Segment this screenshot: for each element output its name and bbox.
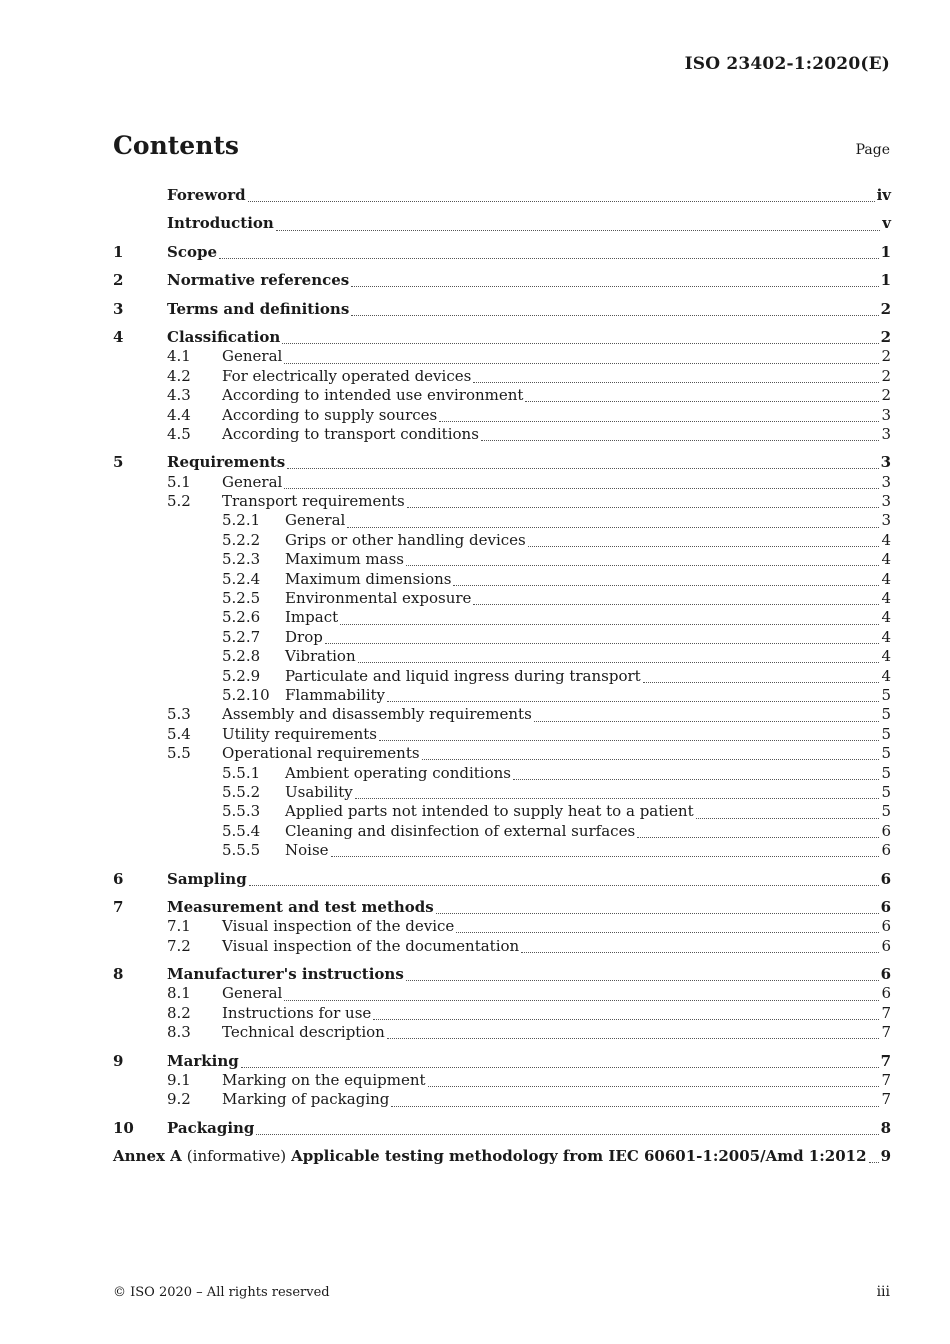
toc-entry-title: Measurement and test methods (167, 897, 434, 916)
toc-entry-title: Maximum mass (285, 550, 404, 569)
toc-entry-number: 4 (113, 327, 124, 346)
toc-entry-number: 5.2 (167, 492, 191, 511)
toc-entry[interactable] (113, 917, 891, 936)
toc-entry-number: 6 (113, 869, 124, 888)
dot-leader (340, 614, 879, 625)
toc-entry-number: 5.5.5 (222, 841, 261, 860)
toc-entry-title: Marking of packaging (222, 1090, 390, 1109)
toc-entry-number: 5.2.3 (222, 550, 261, 569)
toc-entry-page: 5 (881, 744, 891, 763)
toc-entry-number: 4.3 (167, 386, 191, 405)
toc-entry[interactable] (113, 531, 891, 550)
dot-leader (528, 536, 880, 547)
dot-leader (643, 672, 880, 683)
toc-entry-page: 2 (881, 366, 891, 385)
toc-entry-number: 5.5 (167, 744, 191, 763)
toc-entry-page: 1 (880, 271, 891, 290)
toc-entry[interactable] (113, 367, 891, 386)
dot-leader (373, 1009, 879, 1020)
toc-entry-title: Vibration (285, 647, 356, 666)
toc-entry-number: 5.2.5 (222, 589, 261, 608)
toc-entry-title: Foreword (167, 186, 246, 204)
toc-entry-title: Marking on the equipment (222, 1071, 426, 1090)
toc-entry-page: 4 (881, 666, 891, 685)
toc-entry-title: General (222, 347, 283, 366)
toc-entry-number: 5.2.10 (222, 685, 270, 704)
toc-entry-number: 3 (113, 299, 124, 318)
toc-entry-number: 5.3 (167, 705, 191, 724)
toc-entry-number: 5.2.2 (222, 530, 261, 549)
toc-entry-number: 4.4 (167, 405, 191, 424)
toc-entry[interactable] (113, 764, 891, 783)
dot-leader (513, 769, 879, 780)
dot-leader (481, 430, 880, 441)
annex-label: Annex A (113, 1147, 182, 1166)
toc-entry-title: Visual inspection of the device (222, 917, 455, 936)
dot-leader (407, 497, 880, 508)
toc-entry-page: 3 (880, 453, 891, 472)
toc-entry-annex[interactable] (113, 1147, 891, 1166)
dot-leader (219, 248, 879, 259)
dot-leader (355, 788, 880, 799)
toc-entry-title: Operational requirements (222, 744, 420, 763)
toc-entry-title: Applied parts not intended to supply heat to a patient (285, 802, 694, 821)
toc-entry[interactable] (113, 984, 891, 1003)
toc-entry-page: 5 (881, 802, 891, 821)
toc-entry-number: 5.2.9 (222, 666, 261, 685)
toc-entry[interactable] (113, 347, 891, 366)
toc-entry-number: 5.5.4 (222, 821, 261, 840)
document-identifier: ISO 23402-1:2020(E) (684, 54, 890, 74)
toc-entry-page: 7 (881, 1071, 891, 1090)
toc-entry-number: 5 (113, 453, 124, 472)
toc-entry-number: 4.5 (167, 424, 191, 443)
toc-entry-title: Scope (167, 242, 218, 261)
toc-entry-page: 6 (881, 841, 891, 860)
toc-entry-number: 5.2.8 (222, 647, 261, 666)
toc-entry[interactable] (113, 271, 891, 290)
toc-entry-number: 8 (113, 965, 124, 984)
dot-leader (406, 555, 879, 566)
toc-entry-page: 1 (880, 242, 891, 261)
toc-entry-number: 4.2 (167, 366, 191, 385)
toc-entry-number: 2 (113, 271, 124, 290)
dot-leader (534, 711, 880, 722)
toc-entry-number: 7.2 (167, 936, 191, 955)
toc-entry[interactable] (113, 1052, 891, 1071)
table-of-contents (113, 186, 891, 1167)
dot-leader (869, 1152, 879, 1163)
toc-entry-page: 7 (881, 1003, 891, 1022)
toc-entry-number: 7.1 (167, 917, 191, 936)
dot-leader (521, 942, 879, 953)
toc-entry-title: Introduction (167, 214, 274, 233)
toc-entry-page: 8 (880, 1118, 891, 1137)
toc-entry-page: iv (876, 186, 891, 204)
dot-leader (249, 875, 879, 886)
toc-entry[interactable] (113, 965, 891, 984)
toc-entry-number: 5.4 (167, 724, 191, 743)
toc-entry-page: 4 (881, 647, 891, 666)
dot-leader (282, 333, 878, 344)
toc-entry-page: 2 (880, 299, 891, 318)
toc-entry-title: Grips or other handling devices (285, 530, 526, 549)
toc-entry[interactable] (113, 802, 891, 821)
toc-entry-page: 5 (881, 685, 891, 704)
toc-entry-page: 7 (881, 1090, 891, 1109)
toc-entry[interactable] (113, 822, 891, 841)
copyright-notice: © ISO 2020 – All rights reserved (113, 1285, 330, 1300)
toc-entry[interactable] (113, 937, 891, 956)
toc-entry-number: 10 (113, 1118, 134, 1137)
dot-leader (696, 808, 880, 819)
toc-entry-page: 6 (881, 917, 891, 936)
toc-entry-title: Particulate and liquid ingress during transport (285, 666, 641, 685)
toc-entry-title: Drop (285, 627, 323, 646)
annex-qualifier: (informative) (186, 1147, 287, 1166)
toc-entry-title: Ambient operating conditions (285, 763, 511, 782)
toc-entry-page: 6 (881, 936, 891, 955)
toc-entry[interactable] (113, 705, 891, 724)
toc-entry[interactable] (113, 725, 891, 744)
toc-entry-page: 4 (881, 530, 891, 549)
toc-entry[interactable] (113, 686, 891, 705)
toc-entry-page: 4 (881, 627, 891, 646)
toc-entry[interactable] (113, 898, 891, 917)
dot-leader (276, 220, 880, 231)
toc-entry[interactable] (113, 214, 891, 233)
toc-entry-title: According to intended use environment (222, 386, 524, 405)
dot-leader (473, 594, 879, 605)
toc-entry-title: General (222, 984, 283, 1003)
toc-entry-title: Classification (167, 327, 281, 346)
toc-entry-page: 2 (880, 327, 891, 346)
toc-entry-page: 5 (881, 782, 891, 801)
toc-entry-number: 9 (113, 1051, 124, 1070)
toc-entry-title: Maximum dimensions (285, 569, 452, 588)
dot-leader (453, 575, 879, 586)
toc-entry-title: Technical description (222, 1023, 385, 1042)
toc-entry-page: 5 (881, 705, 891, 724)
toc-entry-page: 3 (881, 492, 891, 511)
dot-leader (428, 1076, 880, 1087)
dot-leader (436, 903, 879, 914)
dot-leader (358, 652, 880, 663)
toc-entry-page: 7 (880, 1051, 891, 1070)
toc-entry[interactable] (113, 386, 891, 405)
toc-entry-title: Instructions for use (222, 1003, 372, 1022)
dot-leader (422, 749, 880, 760)
toc-entry[interactable] (113, 1119, 891, 1138)
toc-entry-number: 5.5.2 (222, 782, 261, 801)
toc-entry-number: 5.2.7 (222, 627, 261, 646)
toc-entry-page: 6 (880, 897, 891, 916)
toc-entry-number: 8.1 (167, 984, 191, 1003)
toc-entry-title: General (222, 472, 283, 491)
toc-entry-page: 6 (880, 965, 891, 984)
footer-page-number: iii (876, 1284, 890, 1300)
toc-entry[interactable] (113, 300, 891, 319)
toc-entry[interactable] (113, 243, 891, 262)
toc-entry-number: 9.1 (167, 1071, 191, 1090)
toc-entry-title: Terms and definitions (167, 299, 350, 318)
toc-entry-title: Environmental exposure (285, 589, 472, 608)
dot-leader (248, 191, 875, 202)
dot-leader (347, 517, 879, 528)
toc-entry-page: v (882, 214, 891, 233)
toc-entry-number: 5.5.1 (222, 763, 261, 782)
dot-leader (637, 827, 879, 838)
toc-entry[interactable] (113, 473, 891, 492)
dot-leader (325, 633, 880, 644)
toc-entry-page: 4 (881, 589, 891, 608)
toc-entry[interactable] (113, 1090, 891, 1109)
toc-entry-number: 5.5.3 (222, 802, 261, 821)
toc-entry[interactable] (113, 570, 891, 589)
dot-leader (406, 970, 879, 981)
dot-leader (473, 372, 879, 383)
toc-entry-title: Sampling (167, 869, 247, 888)
toc-entry[interactable] (113, 511, 891, 530)
toc-entry-title: Assembly and disassembly requirements (222, 705, 532, 724)
dot-leader (387, 691, 879, 702)
dot-leader (456, 922, 879, 933)
toc-entry[interactable] (113, 744, 891, 763)
toc-entry-page: 5 (881, 763, 891, 782)
toc-entry-title: Marking (167, 1051, 239, 1070)
toc-entry-title: Normative references (167, 271, 350, 290)
toc-entry-number: 1 (113, 242, 124, 261)
contents-heading: Contents (113, 131, 240, 160)
toc-entry-page: 3 (881, 405, 891, 424)
toc-entry-title: Usability (285, 782, 353, 801)
dot-leader (284, 478, 879, 489)
toc-entry-title: Visual inspection of the documentation (222, 936, 520, 955)
toc-entry-page: 3 (881, 424, 891, 443)
dot-leader (351, 305, 878, 316)
toc-entry-title: Impact (285, 608, 339, 627)
dot-leader (256, 1124, 878, 1135)
toc-entry[interactable] (113, 841, 891, 860)
toc-entry-page: 2 (881, 386, 891, 405)
toc-entry-page: 6 (880, 869, 891, 888)
toc-entry-page: 3 (881, 472, 891, 491)
dot-leader (287, 458, 878, 469)
toc-entry[interactable] (113, 425, 891, 444)
toc-entry[interactable] (113, 1023, 891, 1042)
toc-entry-page: 3 (881, 511, 891, 530)
toc-entry-number: 5.2.6 (222, 608, 261, 627)
toc-entry-title: Utility requirements (222, 724, 377, 743)
toc-entry-page: 4 (881, 569, 891, 588)
toc-entry-page: 6 (881, 984, 891, 1003)
toc-entry-title: According to supply sources (222, 405, 438, 424)
toc-entry[interactable] (113, 783, 891, 802)
toc-entry-number: 4.1 (167, 347, 191, 366)
toc-entry-page: 5 (881, 724, 891, 743)
toc-entry-title: Manufacturer's instructions (167, 965, 404, 984)
toc-entry-page: 4 (881, 608, 891, 627)
toc-entry-title: According to transport conditions (222, 424, 479, 443)
toc-entry-number: 5.2.4 (222, 569, 261, 588)
toc-entry-number: 5.2.1 (222, 511, 261, 530)
page-column-label: Page (855, 142, 890, 158)
toc-entry-title: General (285, 511, 346, 530)
toc-entry[interactable] (113, 870, 891, 889)
dot-leader (525, 391, 879, 402)
toc-entry-title: Noise (285, 841, 329, 860)
dot-leader (284, 353, 879, 364)
toc-entry[interactable] (113, 1071, 891, 1090)
toc-entry-title: For electrically operated devices (222, 366, 472, 385)
dot-leader (241, 1057, 879, 1068)
toc-entry-page: 4 (881, 550, 891, 569)
toc-entry[interactable] (113, 1004, 891, 1023)
dot-leader (284, 990, 879, 1001)
toc-entry-page: 6 (881, 821, 891, 840)
toc-entry[interactable] (113, 550, 891, 569)
dot-leader (379, 730, 879, 741)
toc-entry-number: 7 (113, 897, 124, 916)
dot-leader (331, 846, 880, 857)
toc-entry-number: 9.2 (167, 1090, 191, 1109)
annex-page: 9 (880, 1147, 891, 1166)
toc-entry-title: Cleaning and disinfection of external surfaces (285, 821, 636, 840)
toc-entry[interactable] (113, 589, 891, 608)
toc-entry-title: Transport requirements (222, 492, 405, 511)
toc-entry[interactable] (113, 186, 891, 205)
toc-entry[interactable] (113, 628, 891, 647)
dot-leader (351, 276, 878, 287)
toc-entry[interactable] (113, 647, 891, 666)
dot-leader (439, 411, 879, 422)
toc-entry[interactable] (113, 453, 891, 472)
toc-entry-number: 8.3 (167, 1023, 191, 1042)
toc-entry-number: 5.1 (167, 472, 191, 491)
toc-entry[interactable] (113, 406, 891, 425)
toc-entry[interactable] (113, 492, 891, 511)
toc-entry-title: Packaging (167, 1118, 255, 1137)
toc-entry-title: Flammability (285, 685, 386, 704)
dot-leader (387, 1028, 880, 1039)
dot-leader (391, 1096, 879, 1107)
toc-entry-page: 2 (881, 347, 891, 366)
toc-entry[interactable] (113, 608, 891, 627)
toc-entry[interactable] (113, 667, 891, 686)
toc-entry-page: 7 (881, 1023, 891, 1042)
toc-entry-number: 8.2 (167, 1003, 191, 1022)
annex-title: Applicable testing methodology from IEC 60601-1:2005/Amd 1:2012 (291, 1147, 867, 1166)
toc-entry-title: Requirements (167, 453, 286, 472)
toc-entry[interactable] (113, 328, 891, 347)
